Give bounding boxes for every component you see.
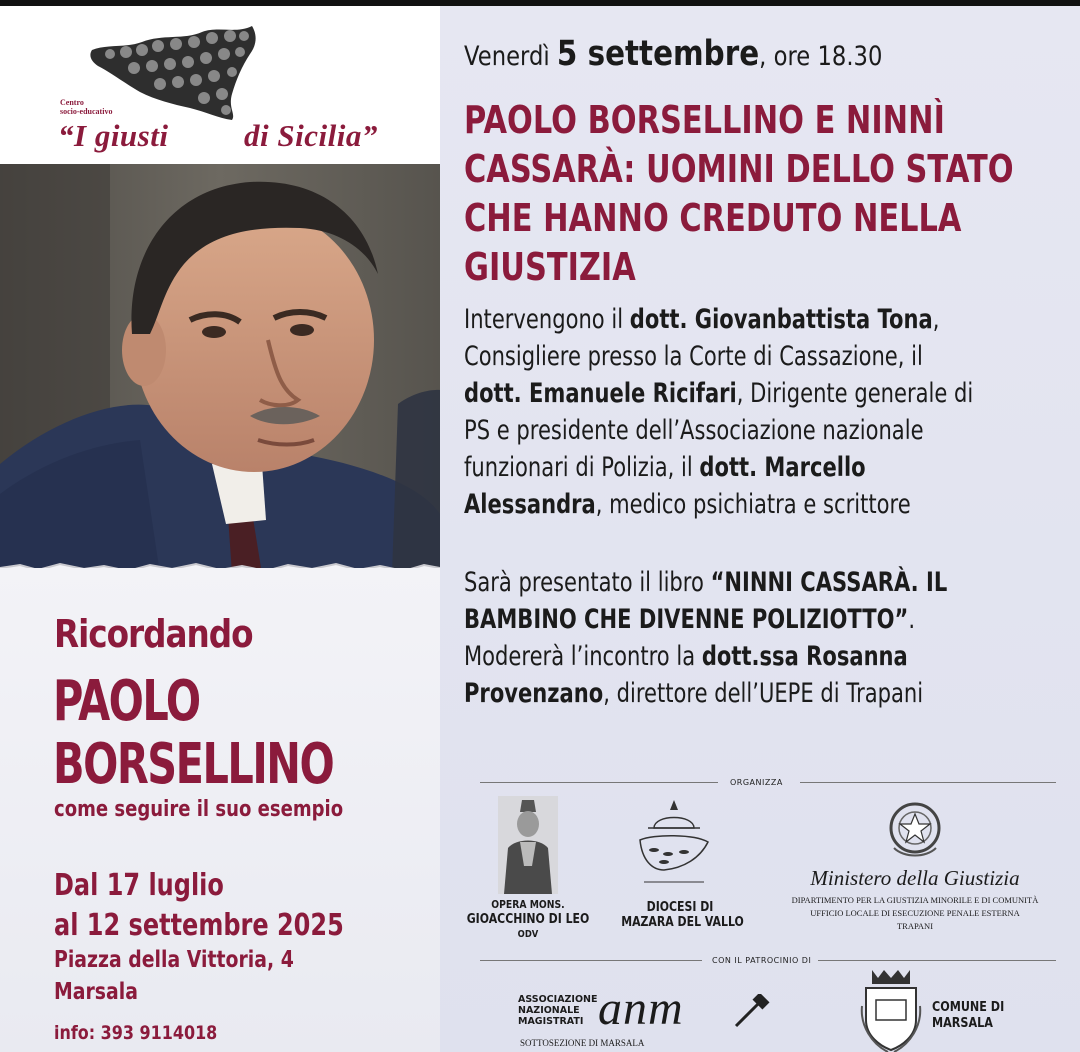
speakers-line — [464, 449, 1041, 486]
separator-line — [818, 960, 1056, 961]
speakers-line: Consigliere presso la Corte di Cassazione, il — [464, 341, 923, 372]
anm-line: NAZIONALE — [518, 1005, 580, 1016]
subtitle: come seguire il suo esempio — [54, 797, 344, 822]
italian-republic-emblem-icon — [886, 798, 944, 860]
speaker-name: dott. Marcello — [699, 452, 866, 483]
text-span: Sarà presentato il libro — [464, 567, 711, 598]
dateline-prefix: Venerdì — [464, 41, 557, 72]
opera-caption — [461, 897, 595, 942]
separator-line — [480, 960, 702, 961]
comune-line: MARSALA — [932, 1016, 993, 1031]
speakers-line — [464, 486, 1041, 523]
anm-line: ASSOCIAZIONE — [518, 994, 598, 1005]
speaker-name: dott. Giovanbattista Tona — [629, 304, 933, 335]
book-line — [464, 601, 1041, 638]
caption-line: MAZARA DEL VALLO — [621, 915, 744, 930]
book-paragraph — [464, 564, 1041, 712]
speaker-name: Alessandra — [464, 489, 596, 520]
event-headline — [464, 96, 1040, 292]
moderator-name: dott.ssa Rosanna — [701, 641, 908, 672]
organizers-label: ORGANIZZA — [730, 778, 783, 787]
text-span: , medico psichiatra e scrittore — [595, 489, 911, 520]
headline-line: PAOLO BORSELLINO E NINNÌ — [464, 98, 945, 142]
logo-area — [0, 6, 440, 164]
book-line — [464, 564, 1041, 601]
ministry-subline: DIPARTIMENTO PER LA GIUSTIZIA MINORILE E DI COMUNITÀ — [791, 895, 1039, 905]
patronage-label: CON IL PATROCINIO DI — [712, 956, 812, 965]
speakers-line: PS e presidente dell’Associazione nazionale — [464, 415, 924, 446]
anm-association-text — [518, 994, 597, 1027]
text-span: , Dirigente generale di — [736, 378, 974, 409]
ministry-name: Ministero della Giustizia — [810, 866, 1020, 890]
text-span: . — [908, 604, 916, 635]
headline-line: CHE HANNO CREDUTO NELLA — [464, 196, 962, 240]
name-line-first: PAOLO — [53, 669, 200, 734]
anm-subsection: SOTTOSEZIONE DI MARSALA — [520, 1038, 645, 1048]
text-span: funzionari di Polizia, il — [464, 452, 700, 483]
book-title: BAMBINO CHE DIVENNE POLIZIOTTO” — [464, 604, 909, 635]
info-phone: info: 393 9114018 — [54, 1022, 218, 1044]
name-line-last: BORSELLINO — [53, 732, 334, 797]
portrait-photo — [0, 164, 440, 574]
diocese-emblem-icon — [634, 798, 714, 892]
comune-caption — [932, 1000, 1004, 1032]
ministry-subline: UFFICIO LOCALE DI ESECUZIONE PENALE ESTERNA — [810, 908, 1020, 918]
anm-line: MAGISTRATI — [518, 1016, 584, 1027]
comune-line: COMUNE DI — [932, 1000, 1005, 1015]
sicily-map-logo-icon — [86, 22, 264, 122]
address-line: Marsala — [54, 979, 138, 1005]
gavel-icon — [732, 994, 772, 1030]
date-line: al 12 settembre 2025 — [54, 908, 344, 943]
book-line — [464, 675, 1041, 712]
text-span: Intervengono il — [464, 304, 630, 335]
marsala-coat-of-arms-icon — [858, 966, 924, 1052]
ministry-subline: TRAPANI — [896, 921, 934, 931]
diocese-caption — [621, 900, 744, 930]
dateline-time: , ore 18.30 — [759, 41, 883, 72]
date-line: Dal 17 luglio — [54, 868, 224, 903]
speakers-line — [464, 375, 1041, 412]
headline-line: GIUSTIZIA — [464, 245, 636, 289]
address-line: Piazza della Vittoria, 4 — [54, 947, 294, 973]
dateline-day: 5 settembre — [556, 34, 760, 74]
separator-line — [480, 782, 718, 783]
caption-line: ODV — [517, 929, 539, 940]
exhibition-dates — [54, 866, 344, 946]
logo-small-text — [60, 98, 112, 116]
text-span: Modererà l’incontro la — [464, 641, 702, 672]
anm-logo-text: anm — [598, 982, 684, 1035]
logo-title-part: di Sicilia” — [244, 118, 378, 153]
speakers-paragraph — [464, 301, 1041, 523]
logo-small-line: socio-educativo — [60, 107, 113, 116]
separator-line — [800, 782, 1056, 783]
text-span: , direttore dell’UEPE di Trapani — [603, 678, 924, 709]
logo-title-part: “I giusti — [58, 118, 169, 153]
book-line — [464, 638, 1041, 675]
bishop-portrait-icon — [498, 796, 558, 894]
book-title: “NINNI CASSARÀ. IL — [710, 567, 948, 598]
text-span: , — [932, 304, 940, 335]
logo-small-line: Centro — [60, 98, 84, 107]
caption-line: DIOCESI DI — [646, 900, 714, 915]
event-dateline — [464, 34, 882, 74]
speakers-line — [464, 301, 1041, 338]
headline-line: CASSARÀ: UOMINI DELLO STATO — [464, 147, 1014, 191]
exhibition-address — [54, 944, 294, 1008]
speaker-name: dott. Emanuele Ricifari — [464, 378, 737, 409]
caption-line: OPERA MONS. — [491, 898, 565, 911]
heading-ricordando: Ricordando — [54, 612, 253, 656]
caption-line: GIOACCHINO DI LEO — [466, 912, 590, 927]
moderator-name: Provenzano — [464, 678, 604, 709]
portrait-illustration — [0, 164, 440, 574]
